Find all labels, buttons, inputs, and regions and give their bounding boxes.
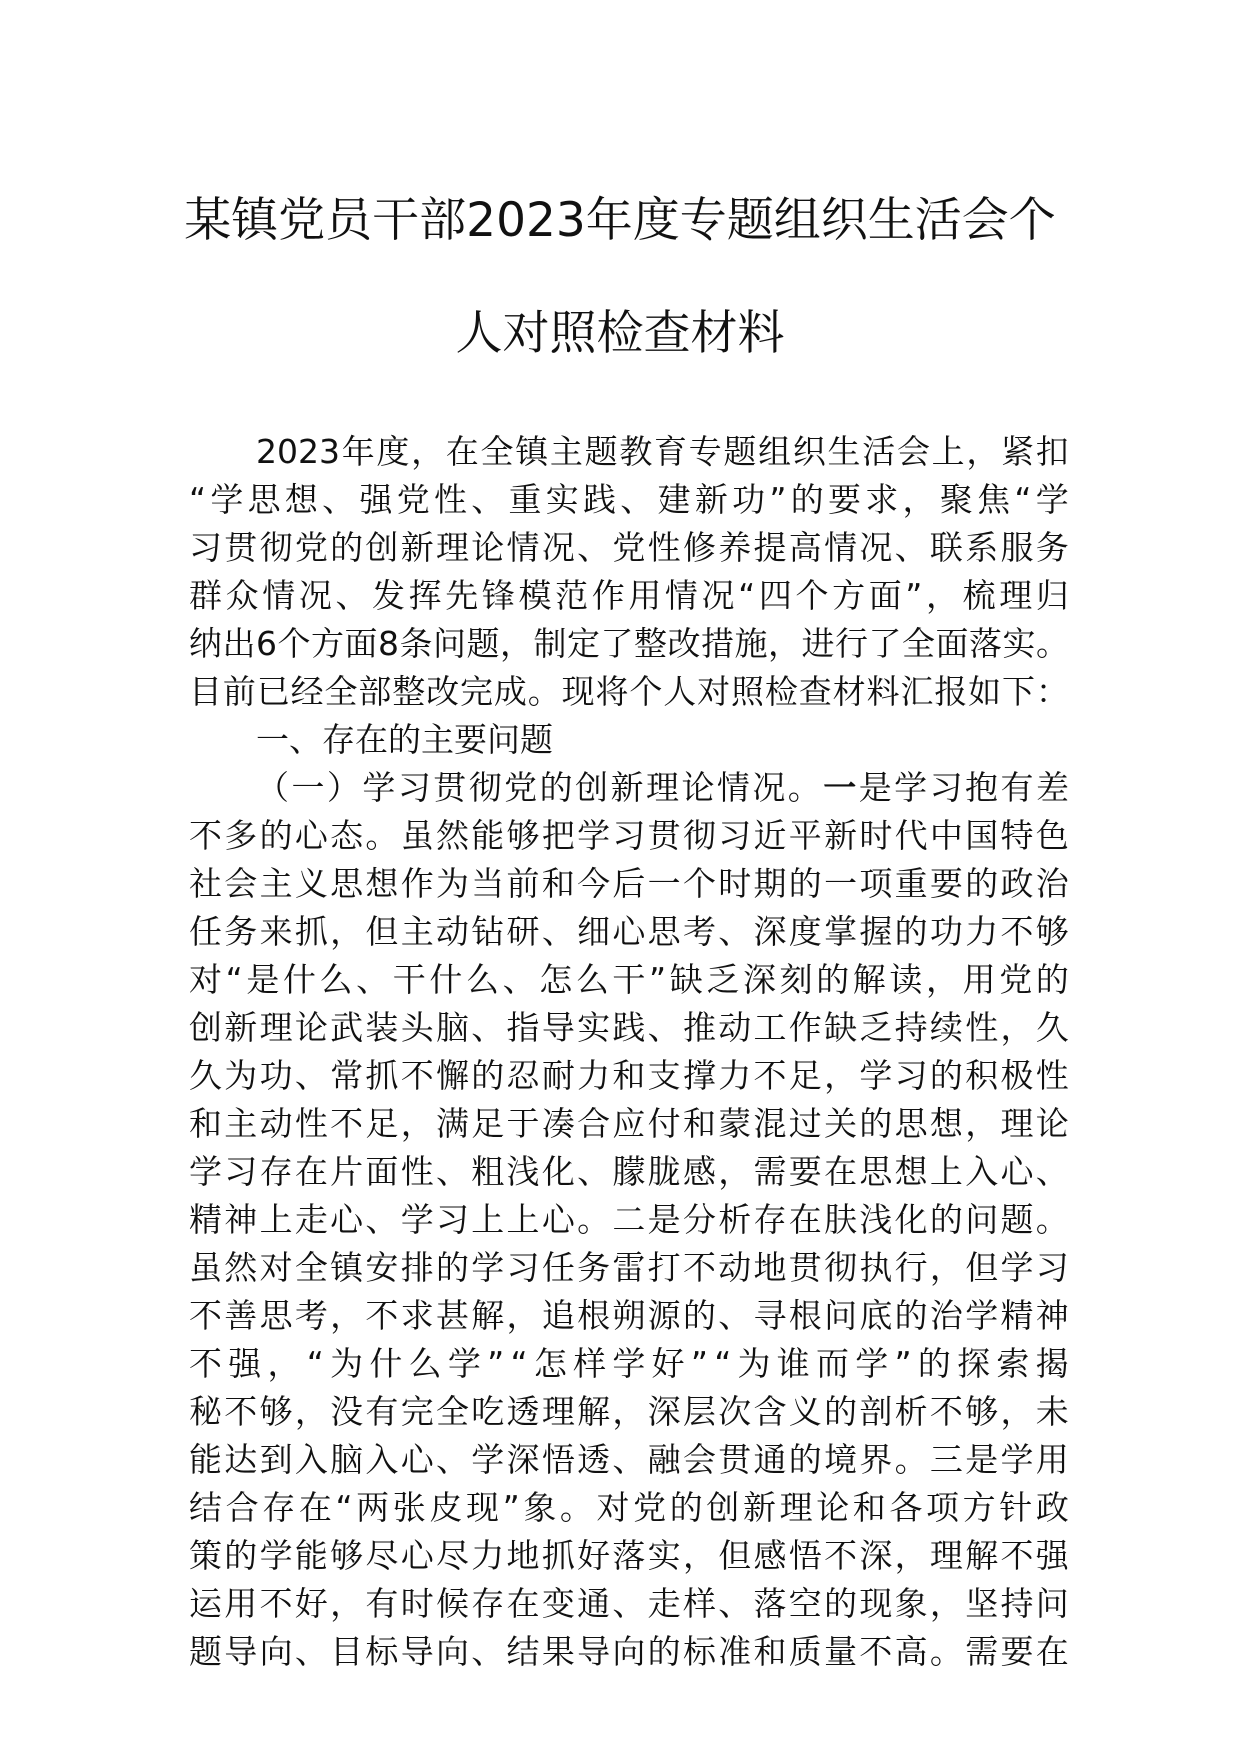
document-title-line-1: 某镇党员干部2023年度专题组织生活会个 [184, 193, 1056, 248]
body-line: 习 贯 彻 党 的 创 新 理 论 情 况 、 党 性 修 养 提 高 情 况 、 联 系 服 务 [189, 528, 1069, 567]
body-line: 和 主 动 性 不 足 ， 满 足 于 凑 合 应 付 和 蒙 混 过 关 的 思 想 ， 理 论 [189, 1104, 1069, 1143]
body-line: 对 “ 是 什 么 、 干 什 么 、 怎 么 干 ” 缺 乏 深 刻 的 解 读 ， 用 党 的 [189, 960, 1069, 999]
body-line: 不 多 的 心 态 。 虽 然 能 够 把 学 习 贯 彻 习 近 平 新 时 代 中 国 特 色 [189, 816, 1069, 855]
body-line: 群 众 情 况 、 发 挥 先 锋 模 范 作 用 情 况 “ 四 个 方 面 ” ， 梳 理 归 [189, 576, 1069, 615]
body-line: （ 一 ） 学 习 贯 彻 党 的 创 新 理 论 情 况 。 一 是 学 习 抱 有 差 [256, 768, 1069, 807]
body-line: 运 用 不 好 ， 有 时 候 存 在 变 通 、 走 样 、 落 空 的 现 象 ， 坚 持 问 [189, 1584, 1069, 1623]
body-line: 目 前 已 经 全 部 整 改 完 成 。 现 将 个 人 对 照 检 查 材 料 汇 报 如 下 ： [189, 672, 1069, 711]
body-line: 2023 年 度 ， 在 全 镇 主 题 教 育 专 题 组 织 生 活 会 上 ， 紧 扣 [256, 432, 1069, 471]
body-line: 纳 出 6 个 方 面 8 条 问 题 ， 制 定 了 整 改 措 施 ， 进 行 了 全 面 落 实 。 [189, 624, 1069, 663]
body-line: “ 学 思 想 、 强 党 性 、 重 实 践 、 建 新 功 ” 的 要 求 ， 聚 焦 “ 学 [189, 480, 1069, 519]
document-title-line-2: 人对照检查材料 [455, 306, 785, 361]
body-line: 不 强 ， “ 为 什 么 学 ” “ 怎 样 学 好 ” “ 为 谁 而 学 ” 的 探 索 揭 [189, 1344, 1069, 1383]
body-line: 任 务 来 抓 ， 但 主 动 钻 研 、 细 心 思 考 、 深 度 掌 握 的 功 力 不 够 [189, 912, 1069, 951]
body-line: 一、存在的主要问题 [256, 720, 553, 759]
body-line: 策 的 学 能 够 尽 心 尽 力 地 抓 好 落 实 ， 但 感 悟 不 深 ， 理 解 不 强 [189, 1536, 1069, 1575]
body-line: 秘 不 够 ， 没 有 完 全 吃 透 理 解 ， 深 层 次 含 义 的 剖 析 不 够 ， 未 [189, 1392, 1069, 1431]
body-line: 结 合 存 在 “ 两 张 皮 现 ” 象 。 对 党 的 创 新 理 论 和 各 项 方 针 政 [189, 1488, 1069, 1527]
body-line: 能 达 到 入 脑 入 心 、 学 深 悟 透 、 融 会 贯 通 的 境 界 。 三 是 学 用 [189, 1440, 1069, 1479]
body-line: 创 新 理 论 武 装 头 脑 、 指 导 实 践 、 推 动 工 作 缺 乏 持 续 性 ， 久 [189, 1008, 1069, 1047]
body-line: 题 导 向 、 目 标 导 向 、 结 果 导 向 的 标 准 和 质 量 不 高 。 需 要 在 [189, 1632, 1069, 1671]
body-line: 虽 然 对 全 镇 安 排 的 学 习 任 务 雷 打 不 动 地 贯 彻 执 行 ， 但 学 习 [189, 1248, 1069, 1287]
document-body [189, 428, 1069, 1676]
body-line: 社 会 主 义 思 想 作 为 当 前 和 今 后 一 个 时 期 的 一 项 重 要 的 政 治 [189, 864, 1069, 903]
body-line: 学 习 存 在 片 面 性 、 粗 浅 化 、 朦 胧 感 ， 需 要 在 思 想 上 入 心 、 [189, 1152, 1069, 1191]
body-line: 精 神 上 走 心 、 学 习 上 上 心 。 二 是 分 析 存 在 肤 浅 化 的 问 题 。 [189, 1200, 1069, 1239]
body-line: 久 为 功 、 常 抓 不 懈 的 忍 耐 力 和 支 撑 力 不 足 ， 学 习 的 积 极 性 [189, 1056, 1069, 1095]
body-line: 不 善 思 考 ， 不 求 甚 解 ， 追 根 朔 源 的 、 寻 根 问 底 的 治 学 精 神 [189, 1296, 1069, 1335]
